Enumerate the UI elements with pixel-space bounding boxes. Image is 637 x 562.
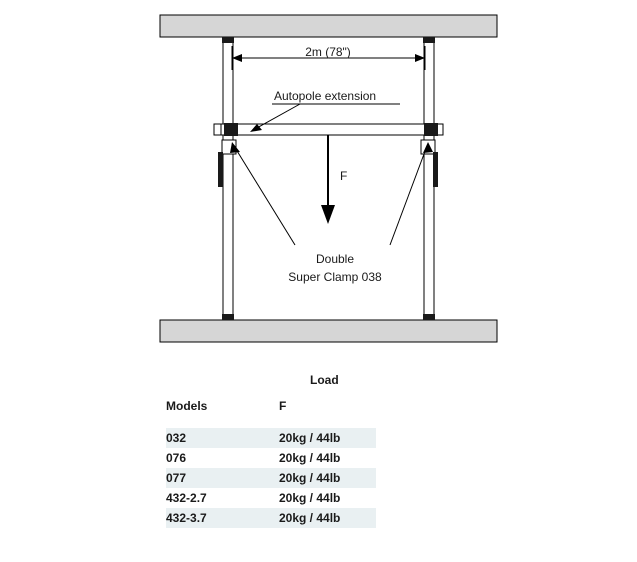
left-pole-top-cap bbox=[222, 37, 234, 43]
right-super-clamp bbox=[424, 123, 438, 136]
crossbar bbox=[214, 124, 443, 135]
dimension-label: 2m (78") bbox=[305, 45, 351, 59]
right-clamp-handle bbox=[433, 152, 438, 187]
right-pole-top-cap bbox=[423, 37, 435, 43]
right-autopole bbox=[424, 37, 434, 320]
right-pole-bottom-cap bbox=[423, 314, 435, 320]
force-label: F bbox=[340, 169, 348, 183]
column-header-f: F bbox=[279, 399, 287, 413]
crossbar-left-cap bbox=[214, 124, 221, 135]
column-header-models: Models bbox=[166, 399, 208, 413]
load-table-title: Load bbox=[310, 373, 339, 387]
right-clamp-leader-line bbox=[390, 146, 427, 245]
row-model: 432-2.7 bbox=[166, 491, 207, 505]
table-row bbox=[166, 448, 376, 468]
load-table-rows bbox=[166, 428, 376, 528]
row-load-value: 20kg / 44lb bbox=[279, 431, 341, 445]
table-row bbox=[166, 428, 376, 448]
row-model: 032 bbox=[166, 431, 187, 445]
ceiling-surface bbox=[160, 15, 497, 37]
row-load-value: 20kg / 44lb bbox=[279, 511, 341, 525]
table-row bbox=[166, 468, 376, 488]
floor-surface bbox=[160, 320, 497, 342]
clamp-label-line2: Super Clamp 038 bbox=[288, 270, 382, 284]
table-row bbox=[166, 508, 376, 528]
autopole-extension-label: Autopole extension bbox=[274, 89, 377, 103]
row-load-value: 20kg / 44lb bbox=[279, 471, 341, 485]
left-super-clamp bbox=[224, 123, 238, 136]
left-pole-bottom-cap bbox=[222, 314, 234, 320]
table-row bbox=[166, 488, 376, 508]
row-model: 077 bbox=[166, 471, 187, 485]
force-arrow-head bbox=[321, 205, 335, 224]
row-model: 432-3.7 bbox=[166, 511, 207, 525]
left-clamp-leader-line bbox=[234, 146, 295, 245]
row-model: 076 bbox=[166, 451, 187, 465]
row-load-value: 20kg / 44lb bbox=[279, 451, 341, 465]
left-clamp-handle bbox=[218, 152, 223, 187]
row-load-value: 20kg / 44lb bbox=[279, 491, 341, 505]
left-autopole bbox=[223, 37, 233, 320]
clamp-label-line1: Double bbox=[315, 252, 355, 266]
load-table bbox=[0, 360, 637, 562]
